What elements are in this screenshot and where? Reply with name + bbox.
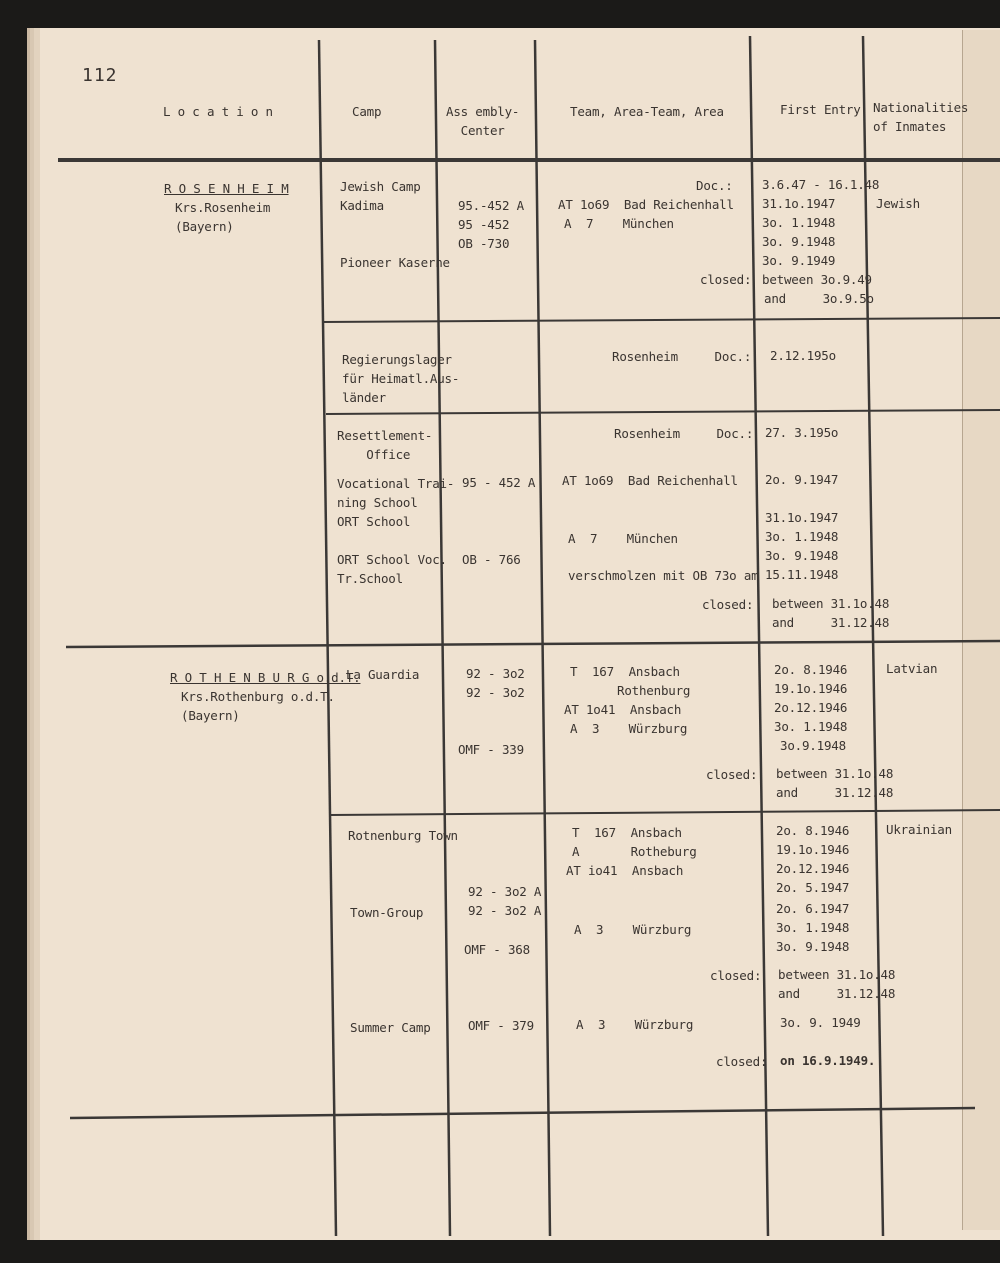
team-entry: A Rotheburg bbox=[572, 844, 697, 859]
team-entry: T 167 Ansbach bbox=[570, 664, 680, 679]
nationality: Jewish bbox=[876, 196, 920, 211]
header-nationalities: Nationalities of Inmates bbox=[873, 100, 969, 134]
camp-name: Town-Group bbox=[350, 905, 424, 920]
team-doc-label: Rosenheim Doc.: bbox=[612, 349, 752, 364]
first-entry-date: 2o. 6.1947 bbox=[776, 901, 850, 916]
team-doc-label: Doc.: bbox=[696, 178, 733, 193]
camp-name: La Guardia bbox=[346, 667, 420, 682]
camp-name: ORT School Voc. Tr.School bbox=[337, 552, 447, 586]
closed-period: between 3o.9.49 bbox=[762, 272, 872, 287]
assembly-center-codes: 92 - 3o2 A 92 - 3o2 A bbox=[468, 884, 542, 918]
assembly-center-codes: 95 - 452 A bbox=[462, 475, 536, 490]
team-doc-label: Rosenheim Doc.: bbox=[614, 426, 754, 441]
first-entry-date: 31.1o.1947 bbox=[762, 196, 836, 211]
first-entry-date: 31.1o.1947 bbox=[765, 510, 839, 525]
team-entry: AT 1o41 Ansbach bbox=[564, 702, 682, 717]
header-location: L o c a t i o n bbox=[163, 104, 273, 119]
closed-label: closed: bbox=[702, 597, 754, 612]
nationality: Ukrainian bbox=[886, 822, 952, 837]
team-entry: A 3 Würzburg bbox=[570, 721, 688, 736]
location-name: R O S E N H E I M bbox=[164, 181, 289, 196]
header-camp: Camp bbox=[352, 104, 382, 119]
assembly-center-codes: OMF - 368 bbox=[464, 942, 530, 957]
first-entry-date: 2o.12.1946 bbox=[774, 700, 848, 715]
nationality: Latvian bbox=[886, 661, 938, 676]
location-state: (Bayern) bbox=[181, 708, 240, 723]
team-entry: T 167 Ansbach bbox=[572, 825, 682, 840]
camp-name: Summer Camp bbox=[350, 1020, 431, 1035]
camp-name: Jewish Camp Kadima bbox=[340, 179, 421, 213]
closed-label: closed: bbox=[716, 1054, 768, 1069]
assembly-center-codes: OB - 766 bbox=[462, 552, 521, 567]
closed-date: on 16.9.1949. bbox=[780, 1053, 876, 1068]
page-number: 112 bbox=[82, 65, 118, 86]
team-entry: A 7 München bbox=[568, 531, 678, 546]
first-entry-date: 3o. 9. 1949 bbox=[780, 1015, 861, 1030]
closed-period: between 31.1o.48 bbox=[772, 596, 890, 611]
first-entry-date: 3o. 1.1948 bbox=[774, 719, 848, 734]
team-entry: AT io41 Ansbach bbox=[566, 863, 684, 878]
assembly-center-codes: OMF - 339 bbox=[458, 742, 524, 757]
team-note: verschmolzen mit OB 73o am bbox=[568, 568, 759, 583]
first-entry-date: 19.1o.1946 bbox=[776, 842, 850, 857]
closed-period: between 31.1o.48 bbox=[776, 766, 894, 781]
location-state: (Bayern) bbox=[175, 219, 234, 234]
first-entry-date: 15.11.1948 bbox=[765, 567, 839, 582]
closed-label: closed: bbox=[706, 767, 758, 782]
closed-period: and 31.12.48 bbox=[776, 785, 894, 800]
first-entry-date: 3o. 9.1948 bbox=[762, 234, 836, 249]
closed-period: between 31.1o.48 bbox=[778, 967, 896, 982]
first-entry-date: 3o. 1.1948 bbox=[765, 529, 839, 544]
camp-name: Vocational Trai- ning School ORT School bbox=[337, 476, 455, 529]
header-assembly-center: Ass embly- Center bbox=[446, 104, 520, 138]
first-entry-date: 2o. 9.1947 bbox=[765, 472, 839, 487]
first-entry-date: 19.1o.1946 bbox=[774, 681, 848, 696]
first-entry-date: 27. 3.195o bbox=[765, 425, 839, 440]
closed-period: and 31.12.48 bbox=[778, 986, 896, 1001]
camp-name: Pioneer Kaserne bbox=[340, 255, 450, 270]
first-entry-date: 3o.9.1948 bbox=[780, 738, 846, 753]
location-district: Krs.Rosenheim bbox=[175, 200, 271, 215]
team-entry: Rothenburg bbox=[617, 683, 691, 698]
header-first-entry: First Entry bbox=[780, 102, 861, 117]
first-entry-date: 2o.12.1946 bbox=[776, 861, 850, 876]
first-entry-date: 3.6.47 - 16.1.48 bbox=[762, 177, 880, 192]
first-entry-date: 2o. 8.1946 bbox=[776, 823, 850, 838]
camp-name: Regierungslager für Heimatl.Aus- länder bbox=[342, 352, 460, 405]
closed-label: closed: bbox=[700, 272, 752, 287]
first-entry-date: 2.12.195o bbox=[770, 348, 836, 363]
first-entry-date: 3o. 1.1948 bbox=[776, 920, 850, 935]
team-entry: AT 1o69 Bad Reichenhall bbox=[558, 197, 734, 212]
header-team-area: Team, Area-Team, Area bbox=[570, 104, 724, 119]
assembly-center-codes: 95.-452 A 95 -452 OB -730 bbox=[458, 198, 524, 251]
first-entry-date: 3o. 9.1948 bbox=[765, 548, 839, 563]
location-name: R O T H E N B U R G o.d.T. bbox=[170, 670, 361, 685]
first-entry-date: 3o. 1.1948 bbox=[762, 215, 836, 230]
team-entry: A 3 Würzburg bbox=[574, 922, 692, 937]
first-entry-date: 3o. 9.1949 bbox=[762, 253, 836, 268]
first-entry-date: 2o. 8.1946 bbox=[774, 662, 848, 677]
assembly-center-codes: OMF - 379 bbox=[468, 1018, 534, 1033]
camp-name: Rotnenburg Town bbox=[348, 828, 458, 843]
closed-period: and 31.12.48 bbox=[772, 615, 890, 630]
team-entry: A 3 Würzburg bbox=[576, 1017, 694, 1032]
team-entry: A 7 München bbox=[564, 216, 674, 231]
first-entry-date: 3o. 9.1948 bbox=[776, 939, 850, 954]
closed-period: and 3o.9.5o bbox=[764, 291, 874, 306]
first-entry-date: 2o. 5.1947 bbox=[776, 880, 850, 895]
assembly-center-codes: 92 - 3o2 92 - 3o2 bbox=[466, 666, 525, 700]
closed-label: closed: bbox=[710, 968, 762, 983]
camp-name: Resettlement- Office bbox=[337, 428, 433, 462]
team-entry: AT 1o69 Bad Reichenhall bbox=[562, 473, 738, 488]
location-district: Krs.Rothenburg o.d.T. bbox=[181, 689, 335, 704]
